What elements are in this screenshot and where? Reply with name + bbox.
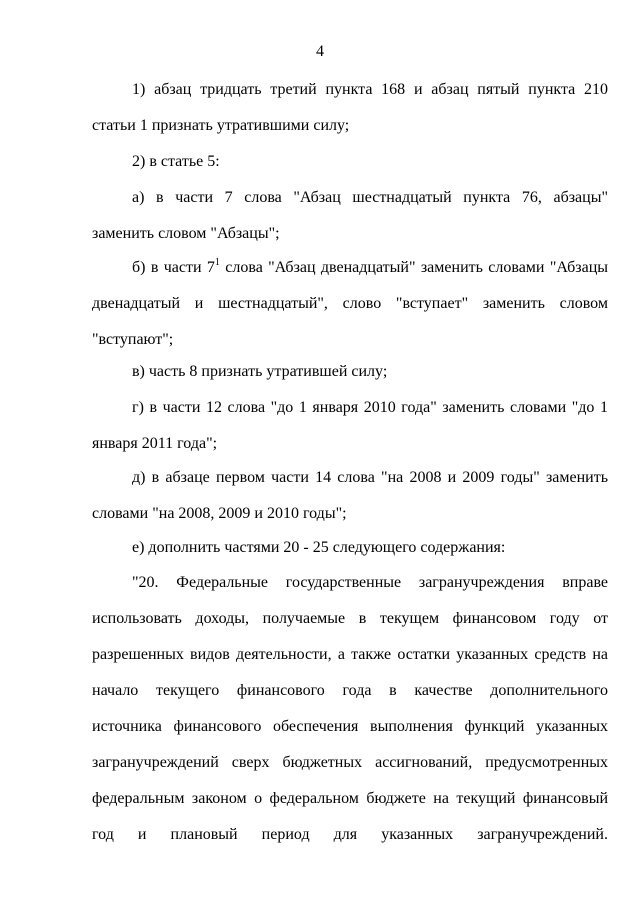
text-line: 1) абзац тридцать третий пункта 168 и абзац пятый пункта 210 [132, 81, 608, 98]
text-line: федеральным законом о федеральном бюджете на текущий финансовый [92, 790, 608, 807]
text-line: января 2011 года"; [92, 435, 218, 452]
text-line: словами "на 2008, 2009 и 2010 годы"; [92, 505, 347, 522]
text-line: д) в абзаце первом части 14 слова "на 2008 и 2009 годы" заменить [132, 469, 608, 486]
page-number: 4 [316, 43, 324, 60]
text-line [92, 250, 608, 286]
paragraph-3 [92, 180, 608, 252]
text-line: 2) в статье 5: [132, 153, 220, 170]
paragraph-7 [92, 460, 608, 532]
text-line: источника финансового обеспечения выполнения функций указанных [92, 718, 608, 735]
text-line: г) в части 12 слова "до 1 января 2010 года" заменить словами "до 1 [132, 399, 608, 416]
text-line: статьи 1 признать утратившими силу; [92, 117, 350, 134]
text-line: начало текущего финансового года в качестве дополнительного [92, 682, 608, 699]
text-fragment: слова "Абзац двенадцатый" заменить словами "Абзацы [219, 259, 609, 276]
text-line: двенадцатый и шестнадцатый", слово "вступает" заменить словом [92, 295, 608, 312]
text-line: е) дополнить частями 20 - 25 следующего содержания: [132, 539, 506, 556]
text-line: разрешенных видов деятельности, а также остатки указанных средств на [92, 646, 608, 663]
text-line: использовать доходы, получаемые в текущем финансовом году от [92, 610, 608, 627]
text-line: загранучреждений сверх бюджетных ассигнований, предусмотренных [92, 754, 608, 771]
text-line: а) в части 7 слова "Абзац шестнадцатый пункта 76, абзацы" [132, 189, 608, 206]
text-line: "20. Федеральные государственные загранучреждения вправе [132, 574, 608, 591]
paragraph-4 [92, 250, 608, 358]
text-line: в) часть 8 признать утратившей силу; [132, 363, 388, 380]
paragraph-5 [92, 354, 608, 390]
paragraph-9 [92, 565, 608, 853]
paragraph-1 [92, 72, 608, 144]
paragraph-8 [92, 530, 608, 566]
text-line: заменить словом "Абзацы"; [92, 225, 280, 242]
superscript: 1 [214, 256, 220, 268]
text-fragment: б) в части 7 [132, 259, 215, 276]
paragraph-2 [92, 144, 608, 180]
paragraph-6 [92, 390, 608, 462]
text-line: "вступают"; [92, 331, 174, 348]
text-line: год и плановый период для указанных загранучреждений. [92, 826, 608, 843]
